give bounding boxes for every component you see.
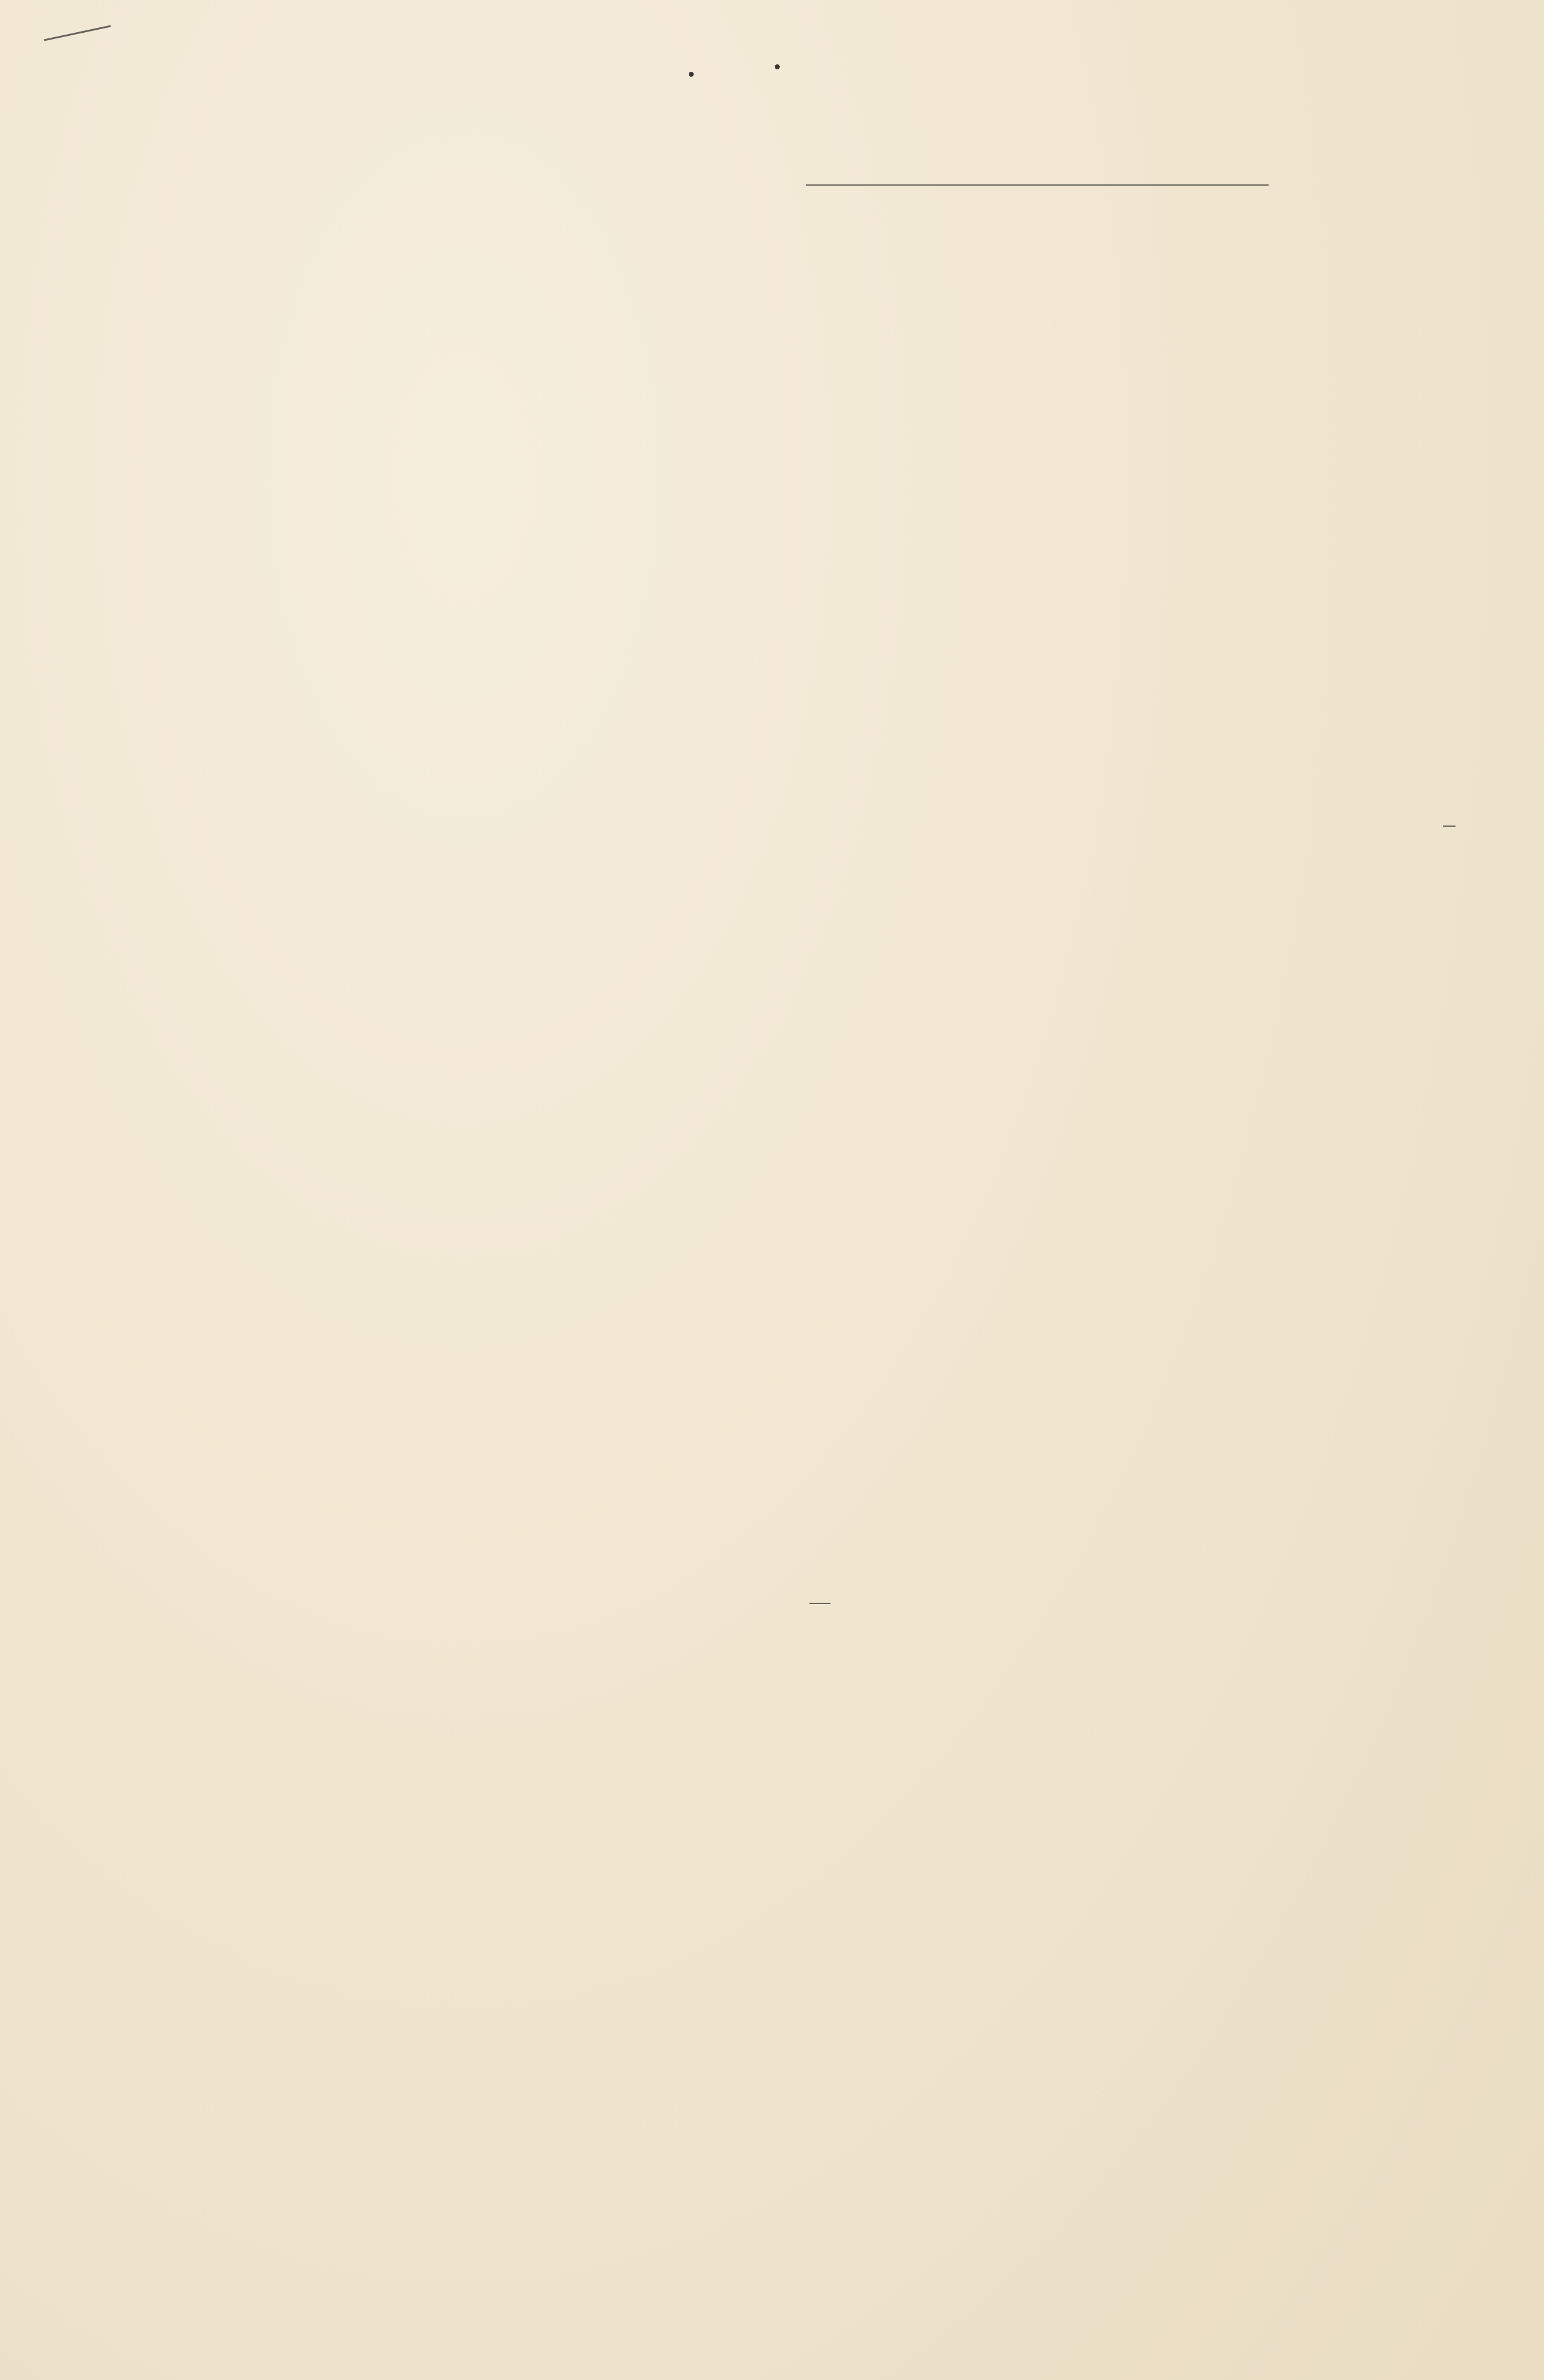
margin-mark bbox=[1443, 826, 1456, 827]
speck bbox=[689, 72, 694, 77]
divider-mark bbox=[809, 1603, 830, 1604]
speck bbox=[775, 64, 780, 69]
pen-mark bbox=[44, 25, 111, 41]
title-rule bbox=[806, 184, 1269, 186]
